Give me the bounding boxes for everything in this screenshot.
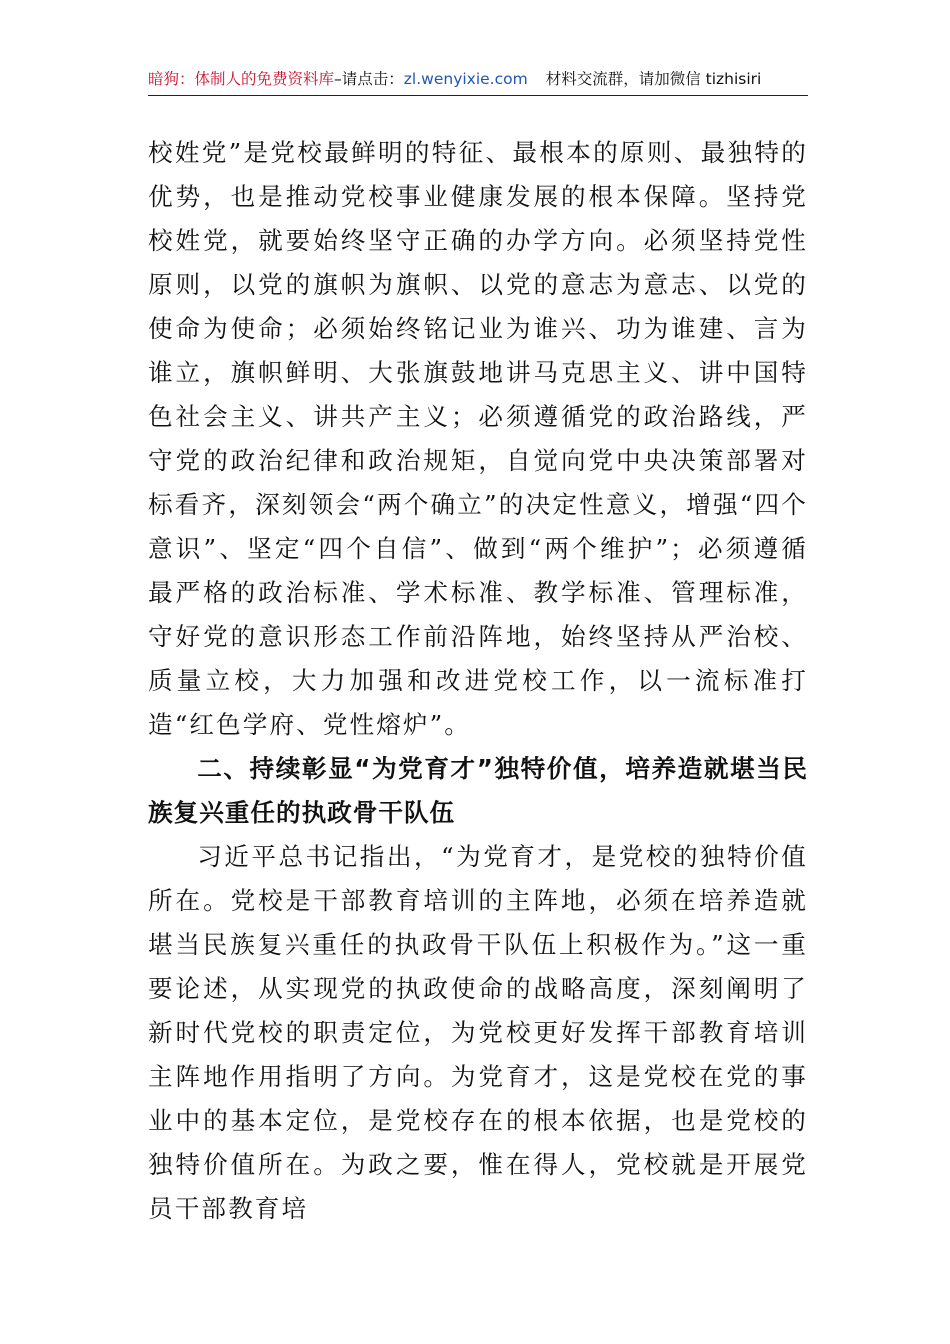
paragraph-1: 校姓党”是党校最鲜明的特征、最根本的原则、最独特的优势，也是推动党校事业健康发展的根本保障。坚持党校姓党，就要始终坚守正确的办学方向。必须坚持党性原则，以党的旗帜为旗帜、以党的意志为意志、以党的使命为使命；必须始终铭记业为谁兴、功为谁建、言为谁立，旗帜鲜明、大张旗鼓地讲马克思主义、讲中国特色社会主义、讲共产主义；必须遵循党的政治路线，严守党的政治纪律和政治规矩，自觉向党中央决策部署对标看齐，深刻领会“两个确立”的决定性意义，增强“四个意识”、坚定“四个自信”、做到“两个维护”；必须遵循最严格的政治标准、学术标准、教学标准、管理标准，守好党的意识形态工作前沿阵地，始终坚持从严治校、质量立校，大力加强和改进党校工作，以一流标准打造“红色学府、党性熔炉”。 <box>148 138 808 739</box>
document-body <box>148 131 808 1231</box>
header-cta: –请点击： <box>334 70 404 88</box>
header-link[interactable]: zl.wenyixie.com <box>403 70 528 88</box>
header-brand: 暗狗：体制人的免费资料库 <box>148 70 335 88</box>
section-heading-2: 二、持续彰显“为党育才”独特价值，培养造就堪当民族复兴重任的执政骨干队伍 <box>148 754 808 827</box>
header-divider <box>148 95 808 96</box>
header-group-info: 材料交流群，请加微信 tizhisiri <box>545 70 762 88</box>
page-header <box>148 62 808 96</box>
paragraph-2: 习近平总书记指出，“为党育才，是党校的独特价值所在。党校是干部教育培训的主阵地，必须在培养造就堪当民族复兴重任的执政骨干队伍上积极作为。”这一重要论述，从实现党的执政使命的战略高度，深刻阐明了新时代党校的职责定位，为党校更好发挥干部教育培训主阵地作用指明了方向。为党育才，这是党校在党的事业中的基本定位，是党校存在的根本依据，也是党校的独特价值所在。为政之要，惟在得人，党校就是开展党员干部教育培 <box>148 842 808 1223</box>
